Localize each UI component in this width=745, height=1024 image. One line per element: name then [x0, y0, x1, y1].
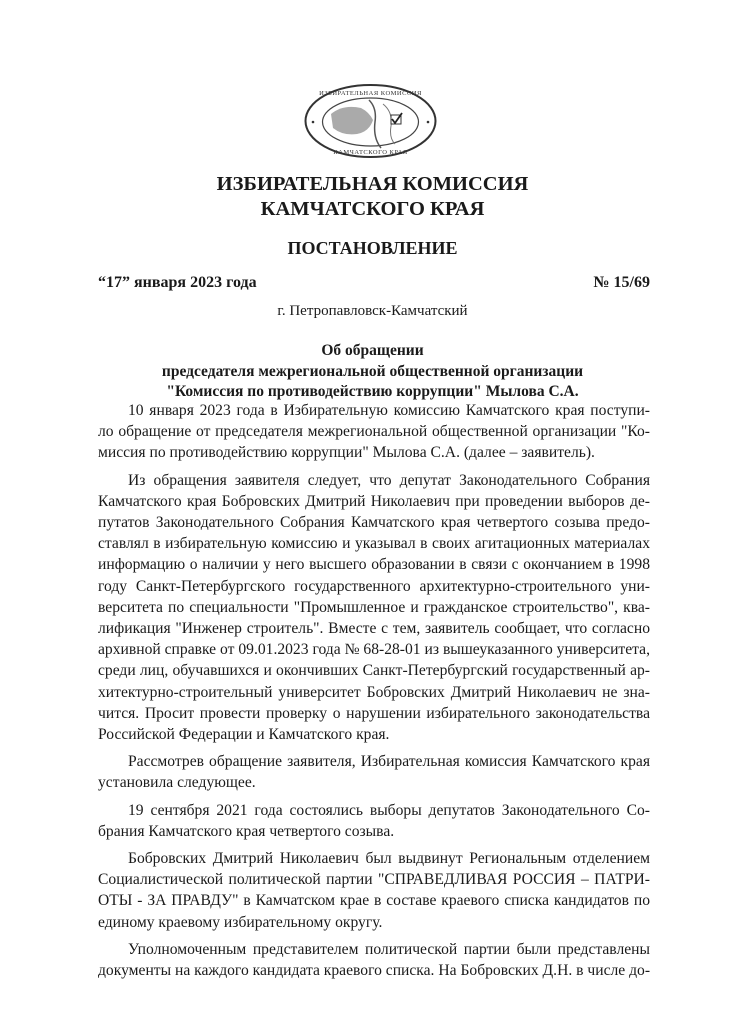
paragraph — [98, 800, 650, 842]
paragraph-line: лификация "Инженер строитель". Вместе с тем, заявитель сообщает, что согласно — [98, 620, 650, 638]
paragraph-line: ло обращение от председателя межрегиональной общественной организации "Ко- — [98, 423, 650, 441]
org-title-line1: ИЗБИРАТЕЛЬНАЯ КОМИССИЯ — [216, 173, 529, 195]
document-heading — [0, 341, 745, 403]
paragraph-line: документы на каждого кандидата краевого списка. На Бобровских Д.Н. в числе до- — [98, 962, 650, 980]
heading-line: председателя межрегиональной общественной организации — [161, 362, 584, 380]
paragraph — [98, 751, 650, 793]
paragraph-line: установила следующее. — [98, 774, 256, 792]
document-city: г. Петропавловск-Камчатский — [277, 303, 468, 319]
paragraph — [98, 848, 650, 933]
document-type: ПОСТАНОВЛЕНИЕ — [287, 238, 458, 258]
paragraph — [98, 400, 650, 464]
heading-line: "Комиссия по противодействию коррупции" Мылова С.А. — [166, 383, 579, 400]
svg-text:ИЗБИРАТЕЛЬНАЯ КОМИССИЯ: ИЗБИРАТЕЛЬНАЯ КОМИССИЯ — [319, 90, 422, 97]
paragraph-line: хитектурно-строительный университет Бобровских Дмитрий Николаевич не зна- — [98, 683, 650, 701]
paragraph-line: архивной справке от 09.01.2023 года № 68-28-01 из вышеуказанного университета, — [98, 641, 650, 659]
document-body — [98, 400, 650, 987]
paragraph-line: Рассмотрев обращение заявителя, Избирательная комиссия Камчатского края — [128, 753, 650, 771]
document-date: “17” января 2023 года — [98, 274, 257, 291]
paragraph-line: брания Камчатского края четвертого созыва. — [98, 822, 395, 840]
paragraph-line: чится. Просит провести проверку о нарушении избирательного законодательства — [98, 704, 650, 722]
document-number: № 15/69 — [593, 274, 650, 291]
svg-text:КАМЧАТСКОГО КРАЯ: КАМЧАТСКОГО КРАЯ — [333, 149, 408, 156]
paragraph-line: году Санкт-Петербургского государственного архитектурно-строительного уни- — [98, 577, 650, 595]
paragraph — [98, 470, 650, 746]
paragraph-line: 19 сентября 2021 года состоялись выборы депутатов Законодательного Со- — [128, 801, 650, 819]
paragraph-line: Социалистической политической партии "СПРАВЕДЛИВАЯ РОССИЯ – ПАТРИ- — [98, 871, 650, 889]
paragraph — [98, 939, 650, 981]
paragraph-line: среди лиц, обучавшихся и окончивших Санкт-Петербургский государственный ар- — [98, 662, 650, 680]
paragraph-line: Уполномоченным представителем политической партии были представлены — [128, 940, 650, 958]
paragraph-line: ОТЫ - ЗА ПРАВДУ" в Камчатском крае в составе краевого списка кандидатов по — [98, 892, 650, 910]
election-commission-emblem — [303, 82, 438, 160]
paragraph-line: 10 января 2023 года в Избирательную комиссию Камчатского края поступи- — [128, 402, 650, 419]
paragraph-line: информацию о наличии у него высшего образовании в связи с окончанием в 1998 — [98, 556, 650, 574]
paragraph-line: Из обращения заявителя следует, что депутат Законодательного Собрания — [128, 471, 650, 489]
paragraph-line: Российской Федерации и Камчатского края. — [98, 726, 390, 744]
paragraph-line: ставлял в избирательную комиссию и указывал в своих агитационных материалах — [98, 535, 650, 553]
paragraph-line: миссия по противодействию коррупции" Мылова С.А. (далее – заявитель). — [98, 444, 595, 462]
paragraph-line: Камчатского края Бобровских Дмитрий Николаевич при проведении выборов де- — [98, 492, 650, 510]
paragraph-line: путатов Законодательного Собрания Камчатского края четвертого созыва предо- — [98, 514, 650, 532]
paragraph-line: Бобровских Дмитрий Николаевич был выдвинут Региональным отделением — [128, 850, 650, 868]
paragraph-line: единому краевому избирательному округу. — [98, 913, 383, 931]
heading-line: Об обращении — [321, 342, 424, 359]
org-title-line2: КАМЧАТСКОГО КРАЯ — [260, 198, 485, 220]
paragraph-line: верситета по специальности "Промышленное и гражданское строительство", ква- — [98, 598, 650, 616]
